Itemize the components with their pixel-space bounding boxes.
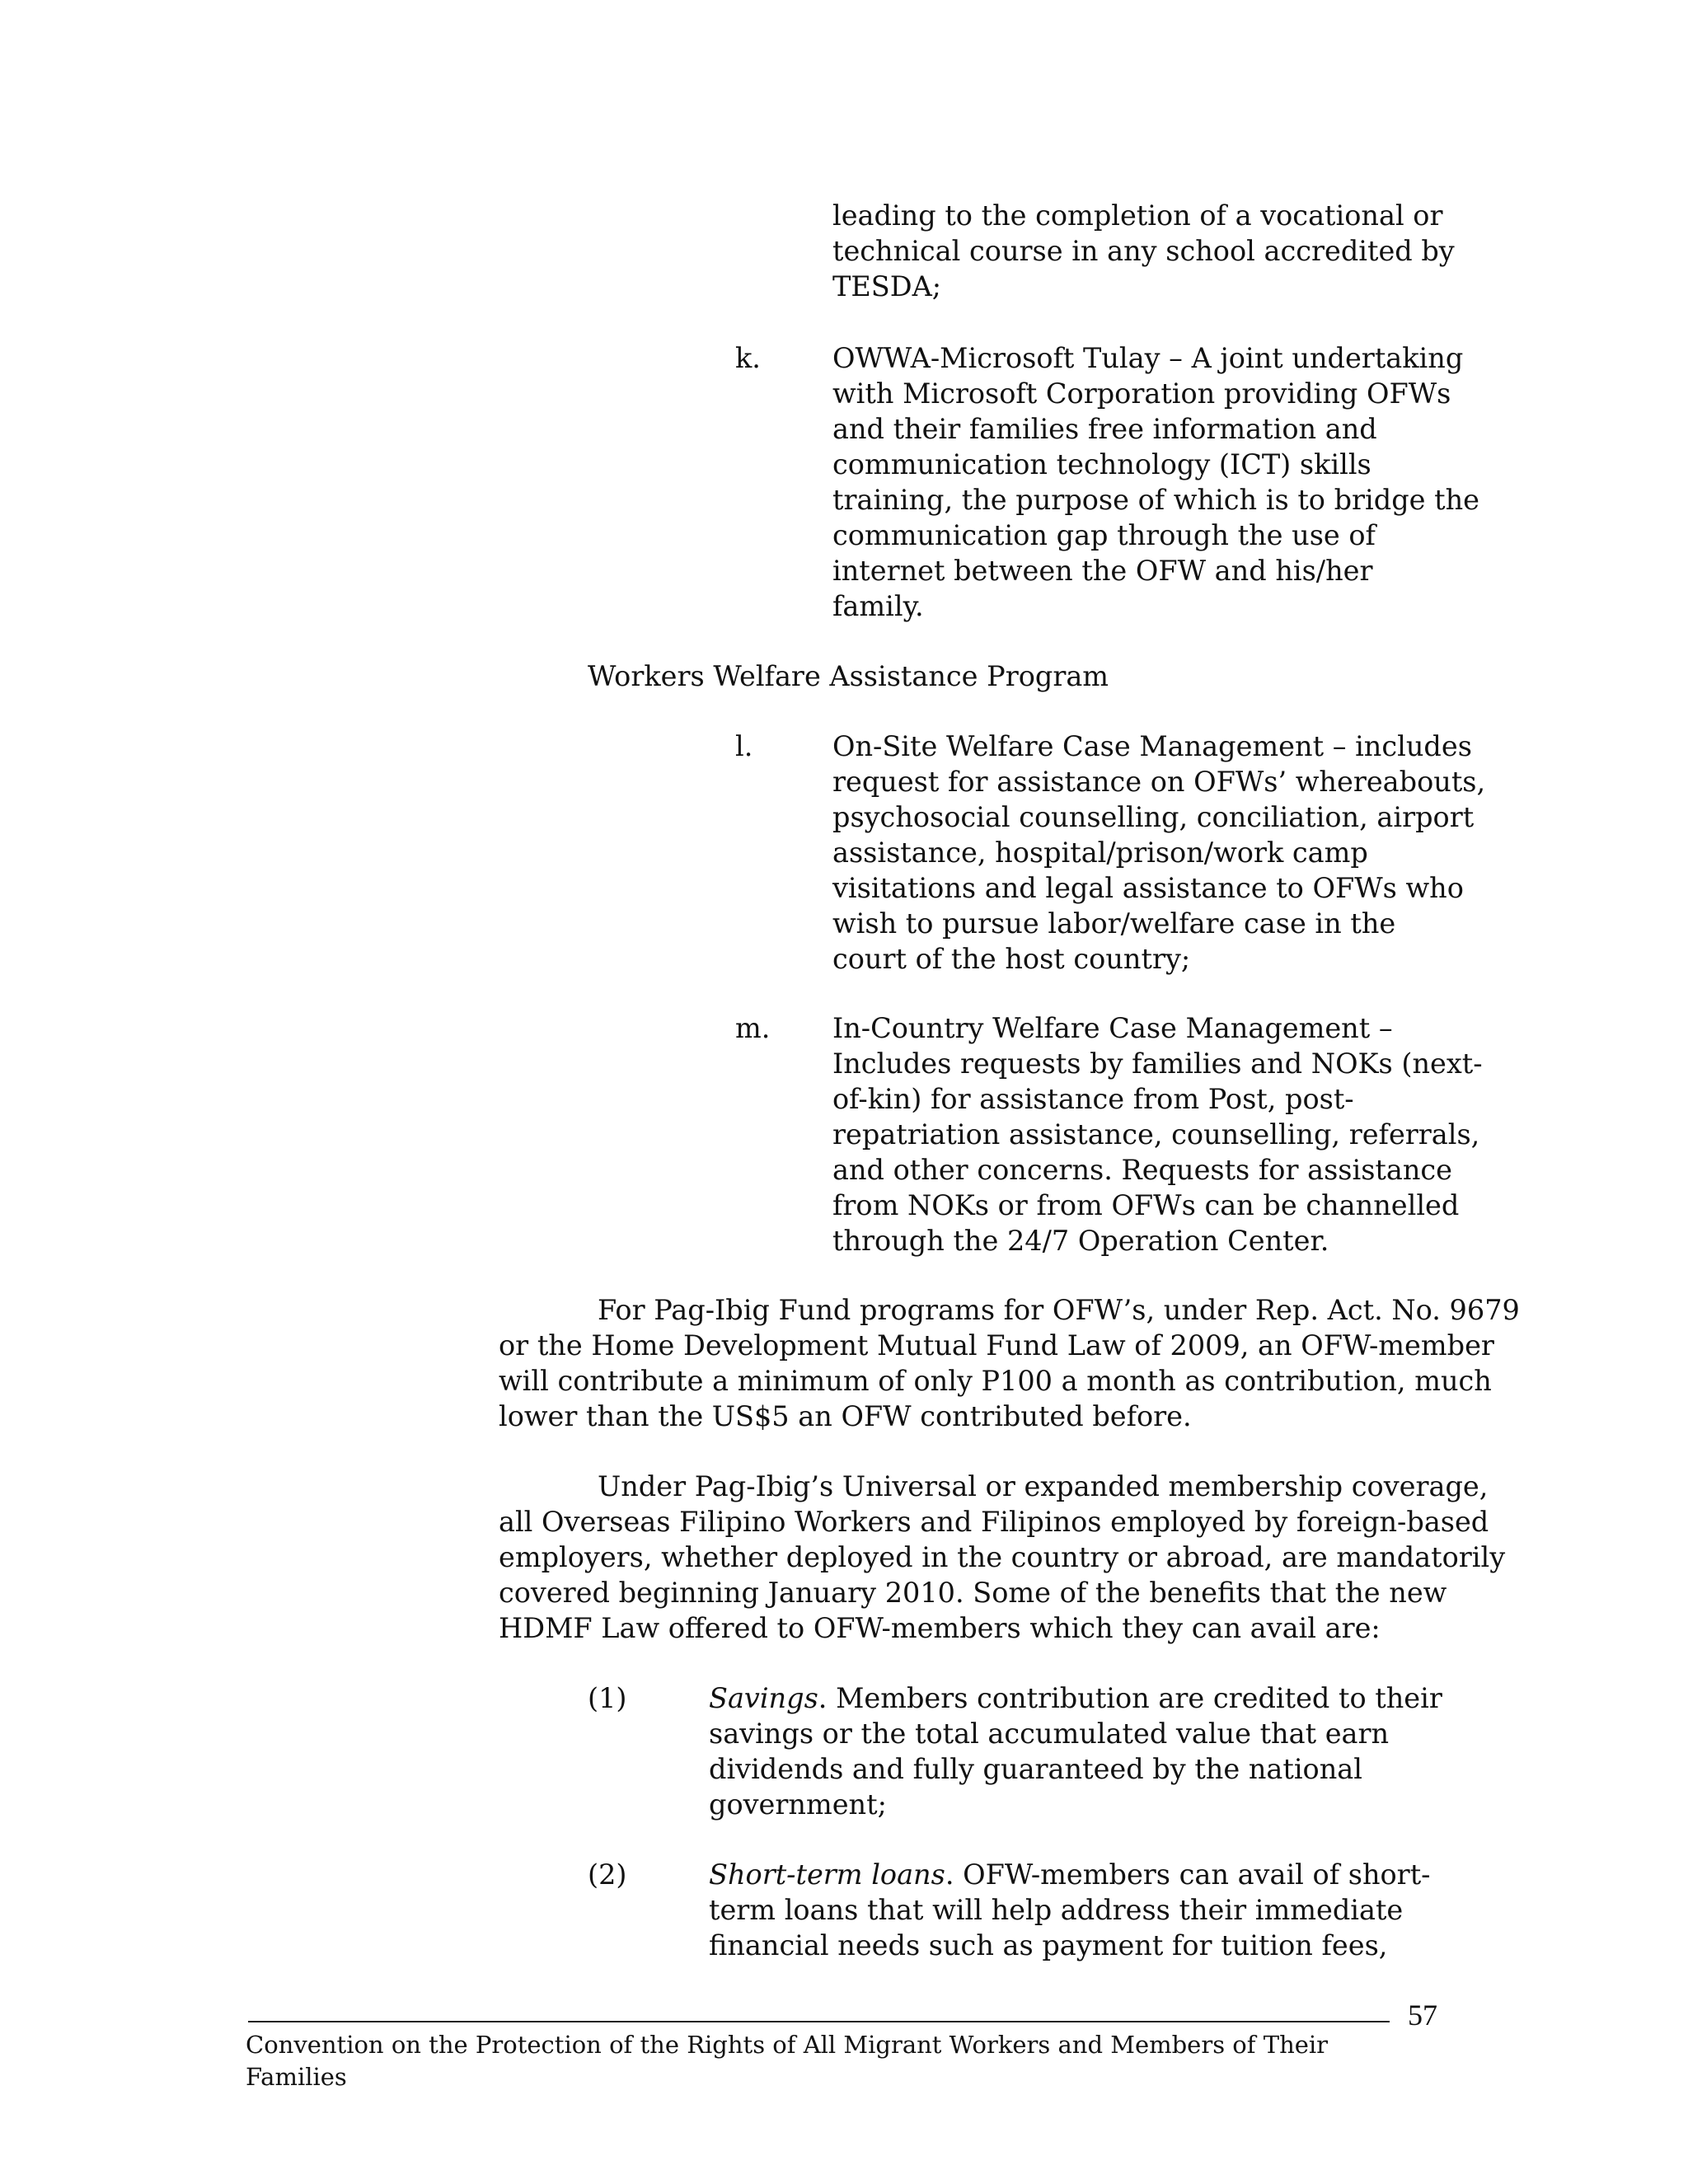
section-heading: Workers Welfare Assistance Program <box>588 660 1109 692</box>
paragraph-line: or the Home Development Mutual Fund Law of 2009, an OFW-member <box>499 1329 1494 1361</box>
list-item-text-line: through the 24/7 Operation Center. <box>832 1225 1329 1257</box>
list-item-text-line: TESDA; <box>832 270 942 302</box>
benefit-text-line: term loans that will help address their immediate <box>709 1894 1404 1926</box>
list-item-text-line: from NOKs or from OFWs can be channelled <box>832 1189 1460 1221</box>
list-item-text-line: internet between the OFW and his/her <box>832 555 1373 587</box>
list-item-text-line: OWWA-Microsoft Tulay – A joint undertaking <box>832 342 1464 374</box>
list-item-text-line: In-Country Welfare Case Management – <box>832 1012 1393 1044</box>
benefit-marker: (2) <box>588 1858 627 1891</box>
list-marker: m. <box>735 1012 771 1044</box>
benefit-first-line <box>709 1857 1430 1892</box>
list-item-text-line: psychosocial counselling, conciliation, airport <box>832 801 1475 833</box>
footer-divider <box>248 2021 1390 2022</box>
paragraph-line: all Overseas Filipino Workers and Filipinos employed by foreign-based <box>499 1506 1489 1538</box>
list-marker: l. <box>735 730 753 762</box>
benefit-first-line <box>709 1680 1442 1716</box>
list-item-text-line: assistance, hospital/prison/work camp <box>832 837 1368 869</box>
footer-text-line: Families <box>246 2063 347 2091</box>
benefit-term: Savings <box>709 1682 818 1714</box>
list-item-text-line: court of the host country; <box>832 943 1191 975</box>
paragraph-line: covered beginning January 2010. Some of the benefits that the new <box>499 1577 1447 1609</box>
list-item-text-line: visitations and legal assistance to OFWs who <box>832 872 1464 904</box>
list-item-text-line: training, the purpose of which is to bridge the <box>832 484 1479 516</box>
list-item-text-line: and other concerns. Requests for assistance <box>832 1154 1452 1186</box>
benefit-text-line: dividends and fully guaranteed by the national <box>709 1753 1362 1785</box>
list-marker: k. <box>735 342 761 374</box>
paragraph-line: will contribute a minimum of only P100 a month as contribution, much <box>499 1365 1492 1397</box>
benefit-marker: (1) <box>588 1682 627 1714</box>
paragraph-line: employers, whether deployed in the country or abroad, are mandatorily <box>499 1541 1506 1573</box>
list-item-text-line: Includes requests by families and NOKs (next- <box>832 1047 1483 1080</box>
benefit-text-line: government; <box>709 1788 887 1821</box>
benefit-first-line-text: . OFW-members can avail of short- <box>945 1858 1431 1891</box>
benefit-first-line-text: . Members contribution are credited to their <box>818 1682 1442 1714</box>
benefit-text-line: financial needs such as payment for tuition fees, <box>709 1929 1388 1961</box>
paragraph-line: For Pag-Ibig Fund programs for OFW’s, under Rep. Act. No. 9679 <box>598 1294 1520 1326</box>
list-item-text-line: and their families free information and <box>832 413 1377 445</box>
list-item-text-line: technical course in any school accredited by <box>832 235 1455 267</box>
paragraph-line: Under Pag-Ibig’s Universal or expanded membership coverage, <box>598 1470 1489 1502</box>
footer-text-line: Convention on the Protection of the Rights of All Migrant Workers and Members of Their <box>246 2031 1329 2059</box>
list-item-text-line: leading to the completion of a vocational or <box>832 199 1443 232</box>
benefit-term: Short-term loans <box>709 1858 945 1891</box>
list-item-text-line: communication gap through the use of <box>832 519 1376 551</box>
paragraph-line: lower than the US$5 an OFW contributed before. <box>499 1400 1192 1432</box>
benefit-text-line: savings or the total accumulated value that earn <box>709 1718 1390 1750</box>
list-item-text-line: communication technology (ICT) skills <box>832 448 1372 480</box>
list-item-text-line: with Microsoft Corporation providing OFWs <box>832 377 1451 410</box>
list-item-text-line: wish to pursue labor/welfare case in the <box>832 907 1396 940</box>
paragraph-line: HDMF Law offered to OFW-members which they can avail are: <box>499 1612 1381 1644</box>
list-item-text-line: On-Site Welfare Case Management – includes <box>832 730 1472 762</box>
list-item-text-line: family. <box>832 590 924 622</box>
list-item-text-line: request for assistance on OFWs’ whereabouts, <box>832 766 1486 798</box>
list-item-text-line: of-kin) for assistance from Post, post- <box>832 1083 1354 1115</box>
list-item-text-line: repatriation assistance, counselling, referrals, <box>832 1118 1480 1151</box>
page-number: 57 <box>1408 1999 1437 2032</box>
